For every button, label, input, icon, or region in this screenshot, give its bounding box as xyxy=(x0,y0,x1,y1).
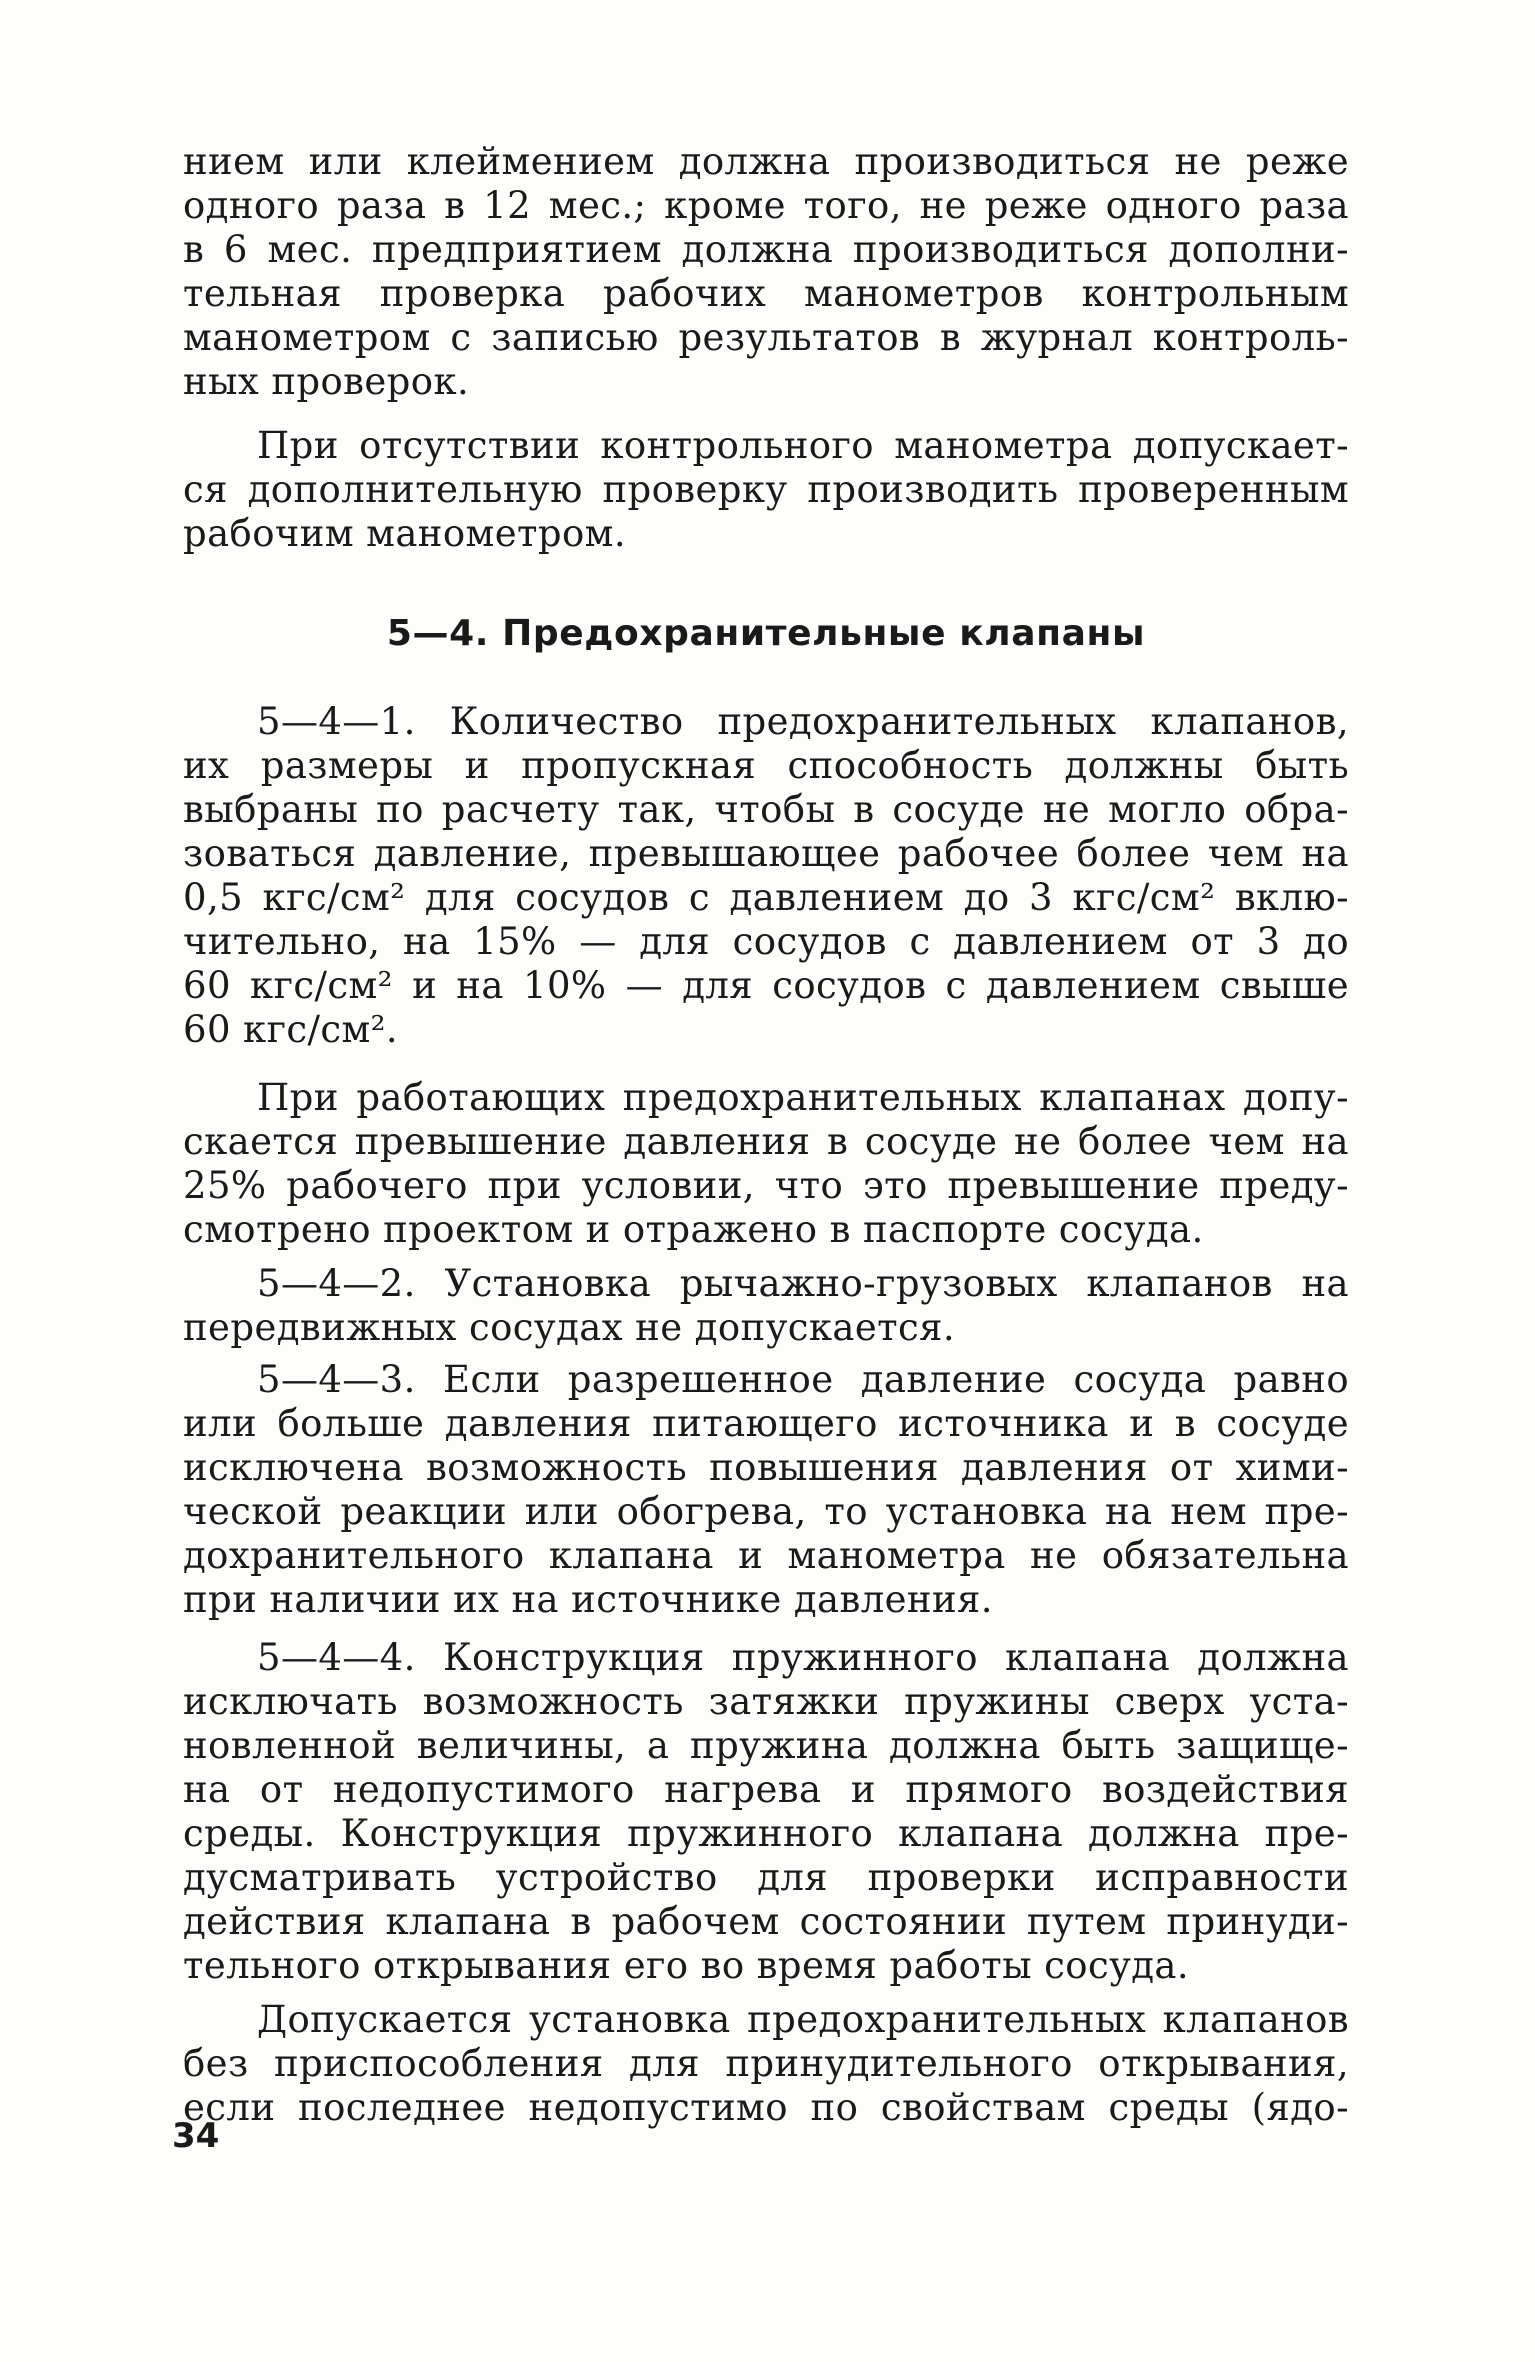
text-line: действия клапана в рабочем состоянии путем принуди- xyxy=(183,1900,1349,1943)
text-line: выбраны по расчету так, чтобы в сосуде не могло обра- xyxy=(183,788,1349,831)
text-line: нием или клеймением должна производиться не реже xyxy=(183,140,1349,183)
text-line: 5—4—3. Если разрешенное давление сосуда равно xyxy=(257,1358,1349,1401)
text-line: манометром с записью результатов в журнал контроль- xyxy=(183,316,1349,359)
text-line: Допускается установка предохранительных клапанов xyxy=(257,1998,1349,2041)
text-line: при наличии их на источнике давления. xyxy=(183,1578,993,1621)
text-line: ся дополнительную проверку производить проверенным xyxy=(183,468,1349,511)
text-line: тельного открывания его во время работы сосуда. xyxy=(183,1944,1190,1987)
paragraph-control-gauge-absence xyxy=(183,424,1349,556)
text-line: 25% рабочего при условии, что это превышение преду- xyxy=(183,1164,1349,1207)
text-line: исключать возможность затяжки пружины сверх уста- xyxy=(183,1680,1349,1723)
text-line: ческой реакции или обогрева, то установка на нем пре- xyxy=(183,1490,1349,1533)
text-line: 0,5 кгс/см² для сосудов с давлением до 3 кгс/см² вклю- xyxy=(183,876,1349,919)
text-line: их размеры и пропускная способность должны быть xyxy=(183,744,1349,787)
text-line: При отсутствии контрольного манометра допускает- xyxy=(257,424,1349,467)
text-line: зоваться давление, превышающее рабочее более чем на xyxy=(183,832,1349,875)
text-line: 60 кгс/см² и на 10% — для сосудов с давлением свыше xyxy=(183,964,1349,1007)
page-number: 34 xyxy=(172,2116,220,2156)
text-line: 5—4—2. Установка рычажно-грузовых клапанов на xyxy=(257,1262,1349,1305)
text-line: на от недопустимого нагрева и прямого воздействия xyxy=(183,1768,1349,1811)
text-line: При работающих предохранительных клапанах допу- xyxy=(257,1076,1349,1119)
paragraph-5-4-4 xyxy=(183,1636,1349,1988)
text-line: скается превышение давления в сосуде не более чем на xyxy=(183,1120,1349,1163)
text-line: смотрено проектом и отражено в паспорте сосуда. xyxy=(183,1208,1204,1251)
text-line: передвижных сосудах не допускается. xyxy=(183,1306,956,1349)
text-line: рабочим манометром. xyxy=(183,512,626,555)
paragraph-5-4-1 xyxy=(183,700,1349,1052)
text-line: 5—4—4. Конструкция пружинного клапана должна xyxy=(257,1636,1349,1679)
text-line: одного раза в 12 мес.; кроме того, не реже одного раза xyxy=(183,184,1349,227)
text-line: в 6 мес. предприятием должна производиться дополни- xyxy=(183,228,1349,271)
text-line: среды. Конструкция пружинного клапана должна пре- xyxy=(183,1812,1349,1855)
text-line: тельная проверка рабочих манометров контрольным xyxy=(183,272,1349,315)
paragraph-5-4-2 xyxy=(183,1262,1349,1350)
text-line: 60 кгс/см². xyxy=(183,1008,399,1051)
text-line: дусматривать устройство для проверки исправности xyxy=(183,1856,1349,1899)
section-heading: 5—4. Предохранительные клапаны xyxy=(386,613,1146,654)
text-line: новленной величины, а пружина должна быть защище- xyxy=(183,1724,1349,1767)
text-line: чительно, на 15% — для сосудов с давлением от 3 до xyxy=(183,920,1349,963)
text-line: ных проверок. xyxy=(183,360,470,403)
paragraph-5-4-3 xyxy=(183,1358,1349,1622)
text-line: исключена возможность повышения давления от хими- xyxy=(183,1446,1349,1489)
text-line: 5—4—1. Количество предохранительных клапанов, xyxy=(257,700,1349,743)
text-line: без приспособления для принудительного открывания, xyxy=(183,2042,1349,2085)
text-line: или больше давления питающего источника и в сосуде xyxy=(183,1402,1349,1445)
text-line: дохранительного клапана и манометра не обязательна xyxy=(183,1534,1349,1577)
paragraph-working-valves xyxy=(183,1076,1349,1252)
paragraph-valves-without-device xyxy=(183,1998,1349,2130)
text-line: если последнее недопустимо по свойствам среды (ядо- xyxy=(183,2086,1349,2129)
paragraph-gauge-verification xyxy=(183,140,1349,404)
